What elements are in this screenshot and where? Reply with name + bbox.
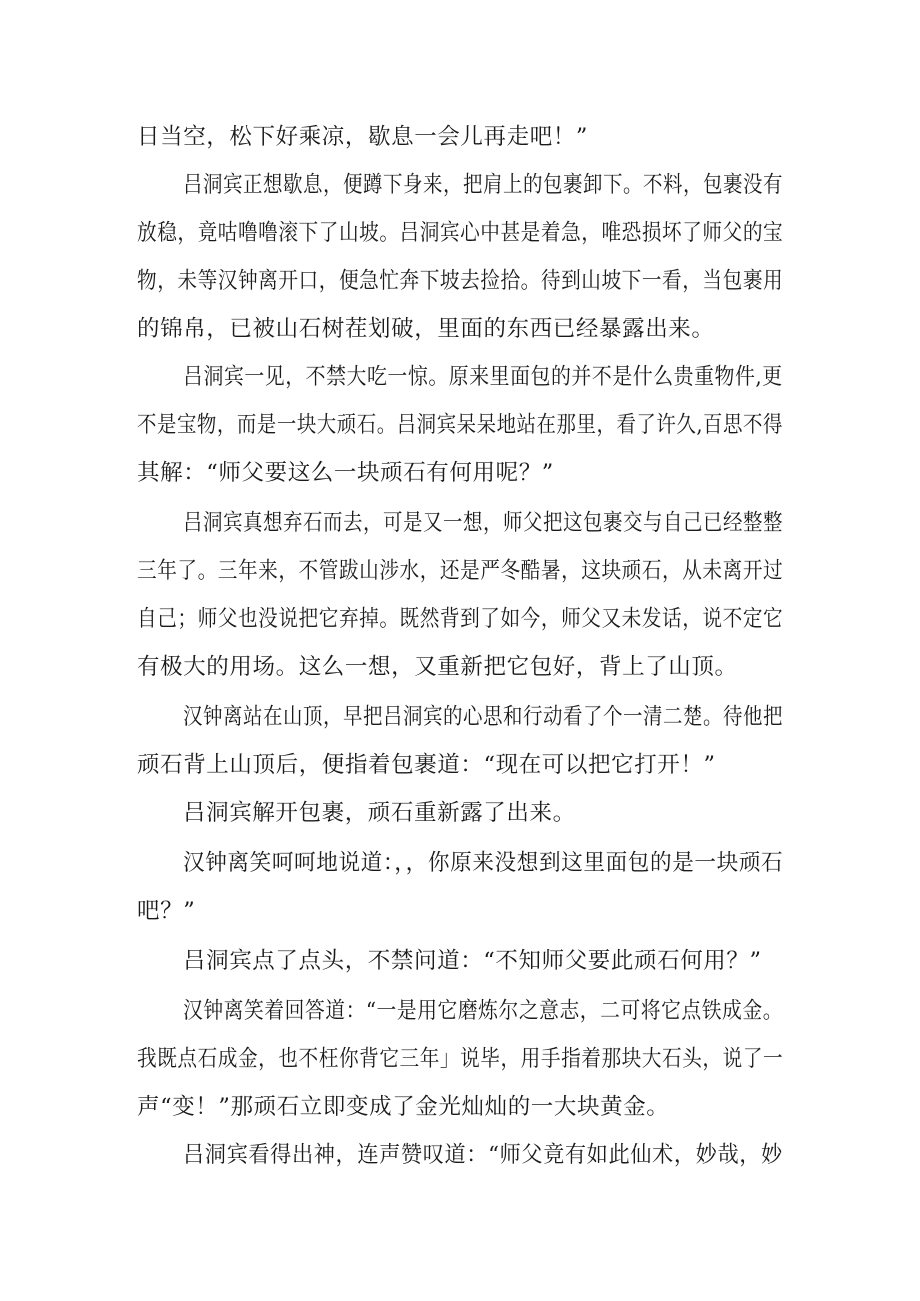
text-line: 吕洞宾真想弃石而去，可是又一想，师父把这包裹交与自己已经整整 bbox=[183, 510, 784, 536]
text-line: 不是宝物，而是一块大顽石。吕洞宾呆呆地站在那里，看了许久,百思不得 bbox=[137, 412, 783, 438]
text-line: 物，未等汉钟离开口，便急忙奔下坡去捡拾。待到山坡下一看，当包裹用 bbox=[137, 268, 784, 294]
text-line: 吕洞宾点了点头，不禁问道：“不知师父要此顽石何用？” bbox=[183, 948, 762, 974]
text-line: 三年了。三年来，不管跋山涉水，还是严冬酷暑，这块顽石，从未离开过 bbox=[137, 558, 784, 584]
text-line: 吕洞宾看得出神，连声赞叹道：“师父竟有如此仙术，妙哉，妙 bbox=[183, 1142, 783, 1168]
text-line: 有极大的用场。这么一想，又重新把它包好，背上了山顶。 bbox=[137, 654, 738, 680]
text-line: 吧？” bbox=[137, 898, 196, 924]
text-line: 放稳，竟咕噜噜滚下了山坡。吕洞宾心中甚是着急，唯恐损坏了师父的宝 bbox=[137, 220, 784, 246]
text-line: 声“变！”那顽石立即变成了金光灿灿的一大块黄金。 bbox=[137, 1094, 670, 1120]
text-line: 其解：“师父要这么一块顽石有何用呢？” bbox=[137, 460, 554, 486]
text-line: 汉钟离笑呵呵地说道：，，你原来没想到这里面包的是一块顽石 bbox=[183, 850, 784, 876]
text-line: 顽石背上山顶后，便指着包裹道：“现在可以把它打开！” bbox=[137, 752, 716, 778]
text-line: 汉钟离笑着回答道：“一是用它磨炼尔之意志，二可将它点铁成金。 bbox=[183, 998, 784, 1024]
text-line: 的锦帛，已被山石树茬划破，里面的东西已经暴露出来。 bbox=[137, 316, 715, 342]
text-line: 自己；师父也没说把它弃掉。既然背到了如今，师父又未发话，说不定它 bbox=[137, 606, 784, 632]
text-line: 吕洞宾一见，不禁大吃一惊。原来里面包的并不是什么贵重物件,更 bbox=[183, 364, 783, 390]
text-line: 吕洞宾正想歇息，便蹲下身来，把肩上的包裹卸下。不料，包裹没有 bbox=[183, 172, 784, 198]
text-line: 我既点石成金，也不枉你背它三年」说毕，用手指着那块大石头，说了一 bbox=[137, 1046, 784, 1072]
text-line: 日当空，松下好乘凉，歇息一会儿再走吧！” bbox=[137, 124, 589, 150]
text-line: 吕洞宾解开包裹，顽石重新露了出来。 bbox=[183, 800, 576, 826]
text-line: 汉钟离站在山顶，早把吕洞宾的心思和行动看了个一清二楚。待他把 bbox=[183, 704, 784, 730]
